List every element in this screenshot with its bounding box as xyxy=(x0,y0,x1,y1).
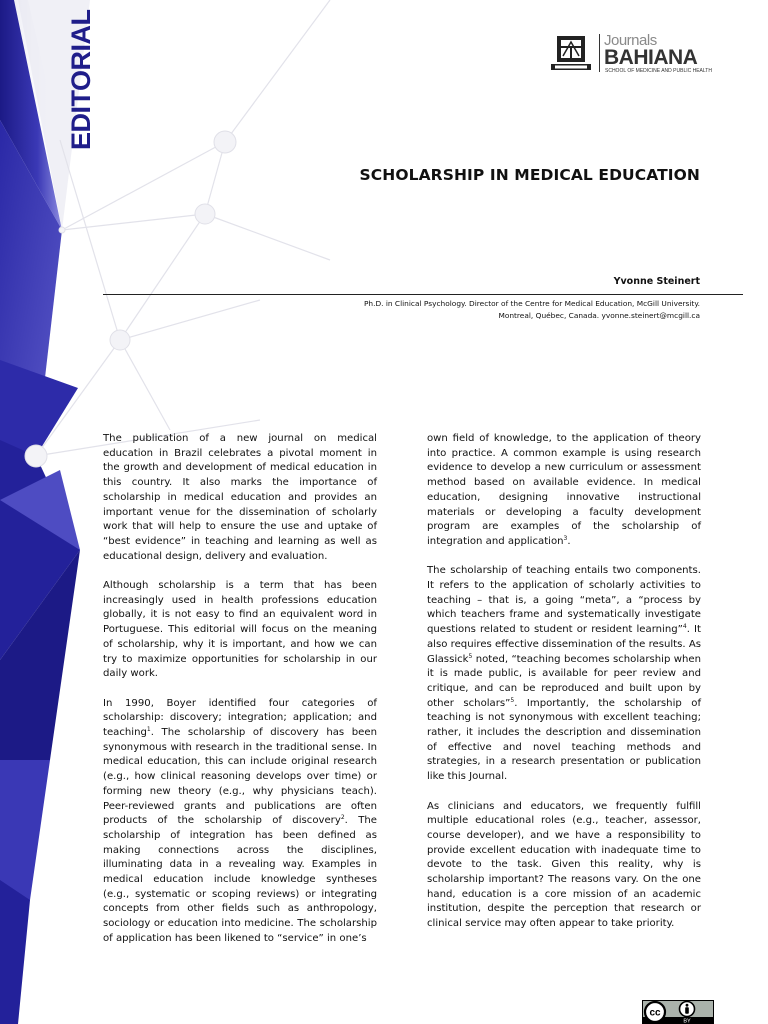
affiliation-line: Montreal, Québec, Canada. yvonne.steinert@mcgill.ca xyxy=(498,311,700,320)
svg-text:cc: cc xyxy=(649,1007,661,1019)
paragraph: The scholarship of teaching entails two components. It refers to the application of scholarly activities to teaching – that is, a going “meta”, a “process by which teachers frame and systematically investigate questions related to student or resident learning”$^4$. It also requires effective dissemination of the results. As Glassick$^5$ noted, “teaching becomes scholarship when it is made public, is available for peer review and critique, and can be reproduced and built upon by other scholars”$^5$. Importantly, the scholarship of teaching is not synonymous with excellent teaching; rather, it includes the description and dissemination of effective and novel teaching methods and strategies, in a research presentation or publication like this Journal. xyxy=(427,565,701,783)
author-affiliation xyxy=(364,298,700,322)
reference-marker[interactable]: 2 xyxy=(340,814,345,822)
logo-school-text: SCHOOL OF MEDICINE AND PUBLIC HEALTH xyxy=(605,68,712,74)
body-column-left xyxy=(103,432,377,961)
journal-logo[interactable] xyxy=(549,32,712,76)
paragraph: The publication of a new journal on medical education in Brazil celebrates a pivotal moment in the growth and development of medical education in this country. It also marks the importance of scholarship in medical education and provides an important venue for the dissemination of scholarly work that will help to ensure the use and uptake of “best evidence” in teaching and learning as well as educational design, delivery and evaluation. xyxy=(103,433,377,562)
reference-marker[interactable]: 3 xyxy=(563,534,568,542)
logo-divider xyxy=(599,34,600,72)
logo-bahiana-text: BAHIANA xyxy=(604,46,698,69)
svg-text:BY: BY xyxy=(683,1018,691,1024)
affiliation-line: Ph.D. in Clinical Psychology. Director of the Centre for Medical Education, McGill University. xyxy=(363,299,700,308)
reference-marker[interactable]: 5 xyxy=(468,652,473,660)
logo-journals-text: Journals xyxy=(604,32,657,49)
article-title: SCHOLARSHIP IN MEDICAL EDUCATION xyxy=(359,166,700,184)
author-name: Yvonne Steinert xyxy=(613,276,700,287)
paragraph: Although scholarship is a term that has been increasingly used in health professions education globally, it is not easy to find an equivalent word in Portuguese. This editorial will focus on the meaning of scholarship, why it is important, and how we can try to maximize opportunities for scholarship in our daily work. xyxy=(103,580,377,680)
paragraph: As clinicians and educators, we frequently fulfill multiple educational roles (e.g., teacher, assessor, course developer), and we have a responsibility to provide excellent education with inadequate time to devote to the task. Given this reality, why is scholarship important? The reasons vary. On the one hand, education is a core mission of an academic institution, despite the perception that research or clinical service may often appear to take priority. xyxy=(427,800,701,930)
reference-marker[interactable]: 4 xyxy=(682,623,687,631)
reference-marker[interactable]: 5 xyxy=(510,696,515,704)
paragraph: In 1990, Boyer identified four categories of scholarship: discovery; integration; application; and teaching$^1$. The scholarship of discovery has been synonymous with research in the traditional sense. In medical education, this can include original research (e.g., how clinical reasoning develops over time) or forming new theory (e.g., why physicians teach). Peer-reviewed grants and publications are often products of the scholarship of discovery$^2$. The scholarship of integration has been defined as making connections across the disciplines, illuminating data in a revealing way. Examples in medical education include knowledge syntheses (e.g., systematic or scoping reviews) or integrating concepts from other fields such as anthropology, sociology or education into medicine. The scholarship of application has been likened to “service” in one’s xyxy=(103,697,377,944)
reference-marker[interactable]: 1 xyxy=(146,726,151,734)
body-column-right xyxy=(427,432,701,947)
header-divider xyxy=(103,294,743,295)
paragraph: own field of knowledge, to the application of theory into practice. A common example is using research evidence to develop a new curriculum or assessment method based on available evidence. In medical education, designing innovative instructional materials or developing a faculty development program are examples of the scholarship of integration and application$^3$. xyxy=(427,433,701,547)
creative-commons-badge[interactable] xyxy=(642,1000,714,1024)
section-label: EDITORIAL xyxy=(66,9,96,150)
background-shapes xyxy=(0,0,90,1024)
school-crest-icon xyxy=(549,34,593,74)
